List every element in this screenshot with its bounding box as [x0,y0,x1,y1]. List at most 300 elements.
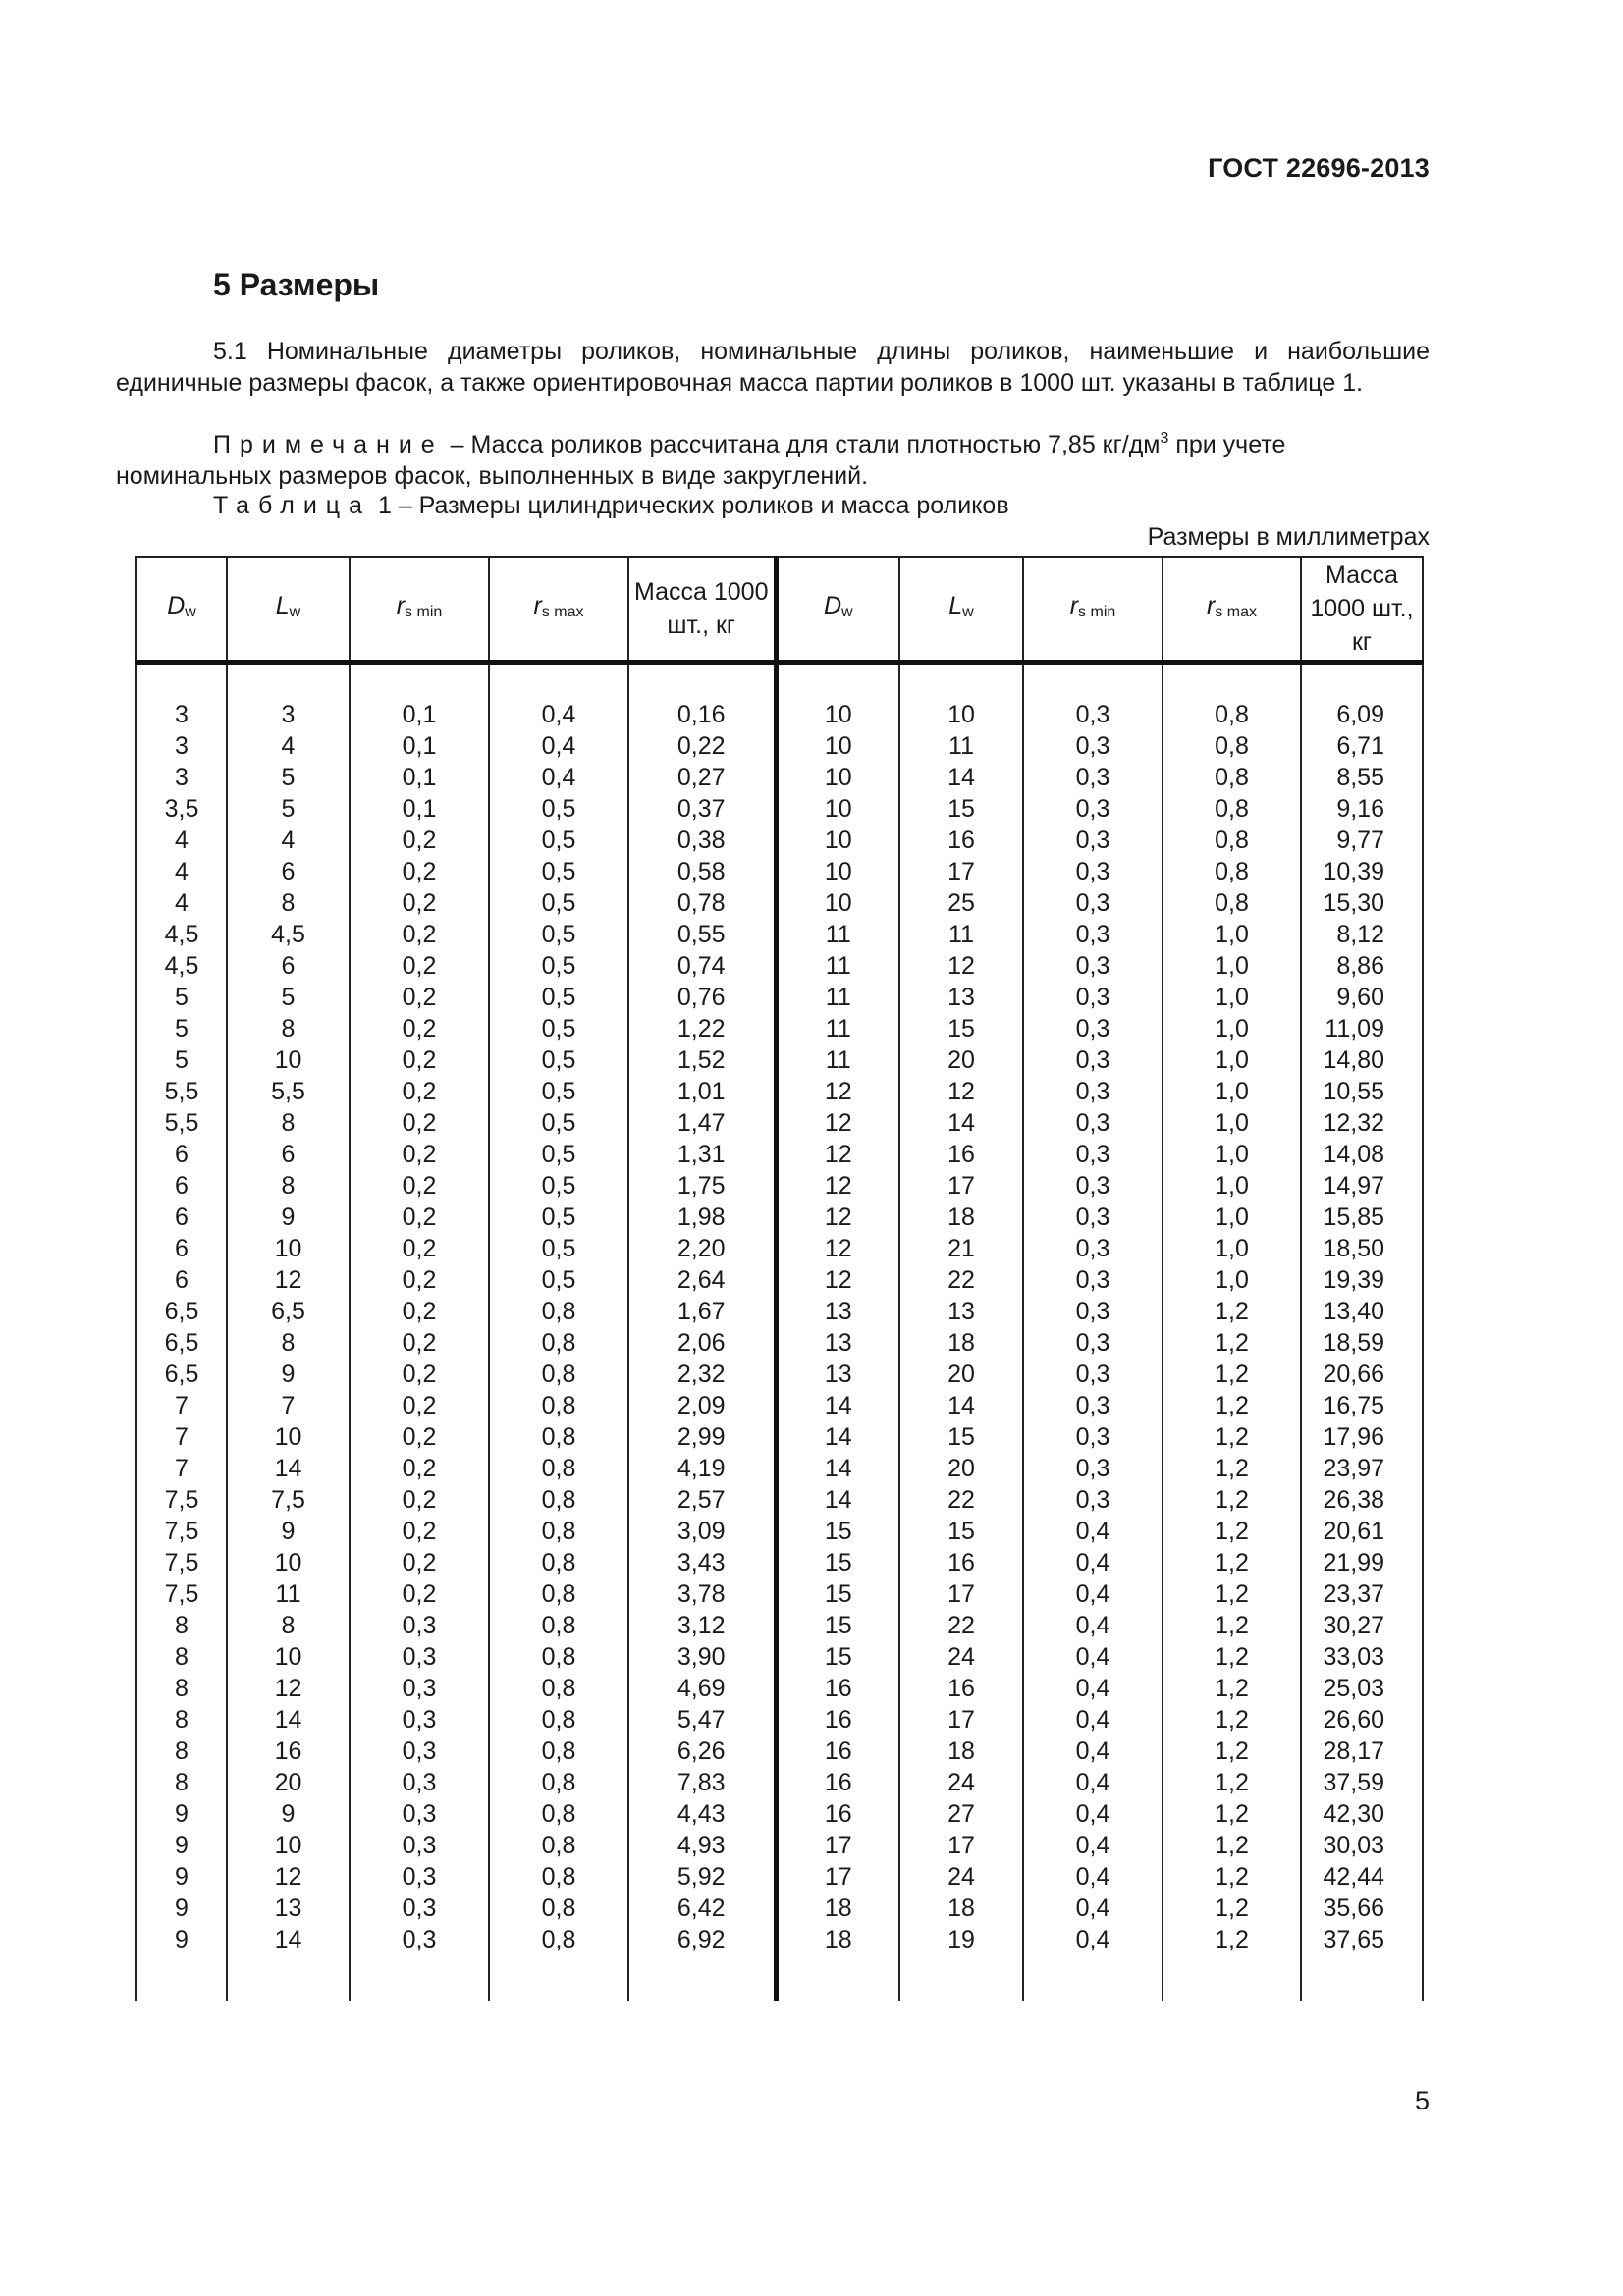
table-row [136,1516,1423,1547]
table-cell: 15,30 [1301,887,1423,919]
table-cell: 0,8 [489,1516,628,1547]
table-cell: 1,0 [1163,1139,1301,1170]
table-caption-label: Таблица [213,492,372,519]
table-cell: 1,0 [1163,982,1301,1013]
table-cell: 0,1 [350,793,489,825]
table-cell: 0,3 [350,1861,489,1893]
table-cell: 0,5 [489,1076,628,1107]
table-cell: 1,0 [1163,1076,1301,1107]
table-cell: 1,52 [628,1044,776,1076]
table-cell: 7 [136,1390,227,1421]
empty-cell [227,663,350,700]
table-cell: 0,2 [350,1516,489,1547]
table-cell: 17 [899,1170,1023,1201]
table-cell: 10 [776,793,899,825]
table-cell: 0,3 [1023,887,1163,919]
table-cell: 0,2 [350,1107,489,1139]
table-cell: 0,8 [489,1673,628,1704]
table-cell: 0,4 [1023,1798,1163,1830]
table-cell: 0,8 [489,1830,628,1861]
table-cell: 16 [776,1735,899,1767]
table-cell: 10 [776,887,899,919]
table-cell: 0,74 [628,950,776,982]
table-cell: 4 [136,825,227,856]
column-header [1023,557,1163,663]
table-cell: 10 [776,762,899,793]
table-row [136,1924,1423,1955]
table-cell: 14 [227,1924,350,1955]
note-text-after: при учете номинальных размеров фасок, выполненных в виде закруглений. [116,431,1286,490]
table-cell: 23,97 [1301,1453,1423,1484]
table-cell: 20 [899,1044,1023,1076]
table-cell: 0,4 [1023,1610,1163,1641]
table-cell: 0,8 [489,1296,628,1327]
table-cell: 9,60 [1301,982,1423,1013]
table-body [136,663,1423,2002]
table-cell: 3 [136,762,227,793]
table-cell: 0,2 [350,1578,489,1610]
table-cell: 0,2 [350,1390,489,1421]
table-cell: 11 [776,919,899,950]
column-header [489,557,628,663]
table-cell: 0,5 [489,919,628,950]
table-cell: 6 [136,1170,227,1201]
table-cell: 1,75 [628,1170,776,1201]
table-cell: 0,4 [1023,1516,1163,1547]
table-cell: 13 [776,1296,899,1327]
table-cell: 1,67 [628,1296,776,1327]
table-cell: 0,4 [1023,1893,1163,1924]
table-cell: 0,3 [1023,1013,1163,1044]
table-cell: 11 [776,982,899,1013]
header-subscript: w [962,603,974,620]
table-cell: 4 [227,730,350,762]
table-cell: 8 [136,1610,227,1641]
table-cell: 0,2 [350,1139,489,1170]
empty-cell [628,1955,776,2001]
table-cell: 4 [227,825,350,856]
table-cell: 0,3 [350,1735,489,1767]
table-cell: 27 [899,1798,1023,1830]
empty-cell [1163,1955,1301,2001]
table-cell: 14 [899,1390,1023,1421]
table-cell: 24 [899,1861,1023,1893]
table-row [136,1327,1423,1359]
table-cell: 6,26 [628,1735,776,1767]
table-row [136,1641,1423,1673]
table-cell: 2,99 [628,1421,776,1453]
table-cell: 1,2 [1163,1390,1301,1421]
empty-cell [227,1955,350,2001]
table-cell: 15 [899,1013,1023,1044]
table-row [136,1107,1423,1139]
table-cell: 0,2 [350,1233,489,1264]
table-cell: 1,0 [1163,1013,1301,1044]
table-row [136,856,1423,887]
table-cell: 0,2 [350,1170,489,1201]
note-superscript: 3 [1160,430,1169,447]
table-cell: 1,0 [1163,950,1301,982]
empty-cell [489,663,628,700]
table-cell: 0,2 [350,825,489,856]
table-cell: 4,69 [628,1673,776,1704]
table-spacer-row [136,663,1423,700]
table-cell: 24 [899,1641,1023,1673]
table-row [136,1453,1423,1484]
table-cell: 0,3 [1023,856,1163,887]
table-row [136,1139,1423,1170]
table-cell: 0,3 [1023,1076,1163,1107]
table-cell: 16 [899,1139,1023,1170]
table-row [136,1578,1423,1610]
table-cell: 0,3 [350,1798,489,1830]
table-cell: 12 [776,1076,899,1107]
table-cell: 0,22 [628,730,776,762]
table-cell: 0,3 [1023,950,1163,982]
table-cell: 3,43 [628,1547,776,1578]
table-cell: 18 [776,1893,899,1924]
table-cell: 1,47 [628,1107,776,1139]
table-cell: 14 [776,1390,899,1421]
table-cell: 8,55 [1301,762,1423,793]
table-cell: 19,39 [1301,1264,1423,1296]
table-cell: 14 [776,1421,899,1453]
table-cell: 10 [899,699,1023,730]
table-cell: 0,3 [1023,1170,1163,1201]
table-cell: 5,5 [136,1076,227,1107]
table-cell: 13,40 [1301,1296,1423,1327]
table-cell: 1,2 [1163,1830,1301,1861]
table-cell: 16 [776,1704,899,1735]
table-cell: 0,8 [489,1893,628,1924]
table-cell: 4,5 [136,919,227,950]
table-cell: 12 [776,1139,899,1170]
table-cell: 10 [776,825,899,856]
table-cell: 3 [136,730,227,762]
header-symbol: r [1207,591,1216,619]
table-cell: 1,2 [1163,1516,1301,1547]
header-symbol: r [396,591,406,619]
table-cell: 0,2 [350,1044,489,1076]
table-cell: 0,8 [1163,730,1301,762]
empty-cell [136,1955,227,2001]
page-number: 5 [1414,2086,1430,2115]
table-cell: 15 [899,793,1023,825]
table-cell: 3,5 [136,793,227,825]
table-cell: 0,3 [350,1830,489,1861]
header-subscript: w [185,603,196,620]
table-cell: 16 [899,1547,1023,1578]
table-cell: 22 [899,1264,1023,1296]
table-cell: 1,2 [1163,1704,1301,1735]
table-cell: 17,96 [1301,1421,1423,1453]
empty-cell [1301,663,1423,700]
table-cell: 11 [776,1013,899,1044]
table-cell: 0,8 [489,1704,628,1735]
table-cell: 2,20 [628,1233,776,1264]
table-cell: 0,78 [628,887,776,919]
table-cell: 15,85 [1301,1201,1423,1233]
table-cell: 7,5 [227,1484,350,1516]
table-cell: 5 [136,1013,227,1044]
table-cell: 1,2 [1163,1484,1301,1516]
table-cell: 3,12 [628,1610,776,1641]
table-header-row [136,557,1423,663]
table-cell: 1,0 [1163,1233,1301,1264]
header-symbol: D [167,591,186,619]
table-cell: 1,0 [1163,1107,1301,1139]
table-cell: 17 [899,1830,1023,1861]
table-cell: 18,59 [1301,1327,1423,1359]
table-cell: 0,5 [489,1233,628,1264]
table-cell: 25 [899,887,1023,919]
table-cell: 0,8 [1163,762,1301,793]
table-cell: 20,61 [1301,1516,1423,1547]
empty-cell [899,1955,1023,2001]
table-cell: 28,17 [1301,1735,1423,1767]
table-cell: 16 [899,1673,1023,1704]
table-cell: 1,2 [1163,1767,1301,1798]
header-subscript: s max [1215,603,1257,620]
table-cell: 24 [899,1767,1023,1798]
table-cell: 5,5 [227,1076,350,1107]
table-cell: 8 [136,1704,227,1735]
table-cell: 1,0 [1163,1170,1301,1201]
table-cell: 9 [136,1861,227,1893]
table-cell: 6 [227,856,350,887]
table-cell: 22 [899,1610,1023,1641]
table-cell: 0,2 [350,1296,489,1327]
table-cell: 19 [899,1924,1023,1955]
table-cell: 8 [227,887,350,919]
table-cell: 0,8 [489,1547,628,1578]
header-subscript: s min [405,603,443,620]
table-cell: 0,3 [350,1924,489,1955]
table-cell: 6,42 [628,1893,776,1924]
note-text-before: – Масса роликов рассчитана для стали плотностью 7,85 кг/дм [443,431,1161,458]
table-cell: 0,4 [489,762,628,793]
table-cell: 9 [227,1798,350,1830]
table-cell: 0,2 [350,982,489,1013]
header-symbol: r [1069,591,1079,619]
table-cell: 30,27 [1301,1610,1423,1641]
table-cell: 0,3 [1023,825,1163,856]
table-cell: 0,5 [489,950,628,982]
table-cell: 6 [136,1201,227,1233]
table-cell: 0,8 [1163,825,1301,856]
table-cell: 0,8 [489,1641,628,1673]
table-row [136,1201,1423,1233]
table-cell: 0,5 [489,825,628,856]
header-subscript: s max [541,603,584,620]
table-cell: 15 [899,1516,1023,1547]
table-cell: 0,3 [1023,699,1163,730]
table-row [136,1170,1423,1201]
table-cell: 0,3 [1023,1107,1163,1139]
table-cell: 4,5 [227,919,350,950]
table-cell: 13 [899,982,1023,1013]
table-cell: 1,01 [628,1076,776,1107]
table-row [136,699,1423,730]
empty-cell [899,663,1023,700]
table-cell: 12 [776,1170,899,1201]
table-cell: 0,2 [350,950,489,982]
table-cell: 3,78 [628,1578,776,1610]
table-cell: 1,2 [1163,1296,1301,1327]
table-row [136,825,1423,856]
table-cell: 7,5 [136,1484,227,1516]
table-row [136,1861,1423,1893]
table-row [136,887,1423,919]
table-cell: 8 [227,1327,350,1359]
table-cell: 1,31 [628,1139,776,1170]
table-cell: 1,0 [1163,1264,1301,1296]
table-cell: 0,4 [1023,1673,1163,1704]
table-cell: 0,2 [350,887,489,919]
table-cell: 20 [227,1767,350,1798]
table-cell: 17 [899,1578,1023,1610]
table-cell: 0,3 [350,1641,489,1673]
table-cell: 11 [776,1044,899,1076]
table-cell: 0,5 [489,1264,628,1296]
table-cell: 2,32 [628,1359,776,1390]
table-row [136,950,1423,982]
table-cell: 0,2 [350,1076,489,1107]
table-cell: 30,03 [1301,1830,1423,1861]
table-cell: 18 [899,1327,1023,1359]
table-cell: 0,2 [350,1359,489,1390]
table-cell: 15 [776,1641,899,1673]
table-cell: 9 [227,1359,350,1390]
table-cell: 6,5 [136,1296,227,1327]
table-cell: 0,27 [628,762,776,793]
table-cell: 14,08 [1301,1139,1423,1170]
table-cell: 15 [776,1516,899,1547]
table-cell: 16 [776,1767,899,1798]
table-cell: 10 [227,1641,350,1673]
table-cell: 0,1 [350,699,489,730]
table-cell: 9 [227,1516,350,1547]
table-cell: 1,98 [628,1201,776,1233]
empty-cell [350,663,489,700]
note-paragraph [116,429,1430,492]
table-cell: 0,3 [1023,1484,1163,1516]
table-cell: 2,57 [628,1484,776,1516]
table-cell: 7,5 [136,1547,227,1578]
column-header [899,557,1023,663]
table-cell: 21 [899,1233,1023,1264]
table-cell: 0,8 [489,1735,628,1767]
table-cell: 5,47 [628,1704,776,1735]
column-header: Масса 1000 шт., кг [1301,557,1423,663]
table-cell: 0,8 [1163,793,1301,825]
table-row [136,1610,1423,1641]
table-cell: 0,5 [489,793,628,825]
table-cell: 0,2 [350,1421,489,1453]
table-cell: 0,76 [628,982,776,1013]
table-cell: 0,5 [489,1170,628,1201]
table-cell: 0,2 [350,1264,489,1296]
table-cell: 17 [776,1861,899,1893]
empty-cell [350,1955,489,2001]
table-cell: 0,3 [1023,762,1163,793]
table-cell: 10 [776,699,899,730]
table-cell: 1,2 [1163,1893,1301,1924]
table-cell: 0,8 [1163,887,1301,919]
header-symbol: D [823,591,841,619]
table-row [136,1296,1423,1327]
table-cell: 17 [899,856,1023,887]
table-cell: 3,09 [628,1516,776,1547]
table-row [136,1390,1423,1421]
table-cell: 6,5 [227,1296,350,1327]
table-cell: 4 [136,887,227,919]
table-cell: 3,90 [628,1641,776,1673]
table-cell: 9,77 [1301,825,1423,856]
table-cell: 1,2 [1163,1359,1301,1390]
table-cell: 0,3 [1023,1390,1163,1421]
table-cell: 10 [227,1421,350,1453]
column-header [1163,557,1301,663]
table-cell: 12 [776,1201,899,1233]
table-cell: 7 [227,1390,350,1421]
table-cell: 12 [227,1861,350,1893]
table-cell: 14 [776,1453,899,1484]
table-cell: 0,8 [1163,856,1301,887]
table-cell: 8 [136,1673,227,1704]
header-symbol: L [275,591,290,619]
table-cell: 0,3 [350,1704,489,1735]
table-cell: 6 [227,1139,350,1170]
table-cell: 9,16 [1301,793,1423,825]
table-cell: 0,4 [1023,1830,1163,1861]
table-cell: 15 [776,1578,899,1610]
table-cell: 4 [136,856,227,887]
table-cell: 0,5 [489,1107,628,1139]
table-cell: 1,2 [1163,1861,1301,1893]
table-cell: 0,8 [489,1484,628,1516]
table-cell: 0,5 [489,1201,628,1233]
table-cell: 5,92 [628,1861,776,1893]
table-cell: 35,66 [1301,1893,1423,1924]
table-cell: 20,66 [1301,1359,1423,1390]
table-row [136,1076,1423,1107]
table-row [136,1547,1423,1578]
table-cell: 14 [899,1107,1023,1139]
table-cell: 16 [776,1798,899,1830]
table-row [136,1893,1423,1924]
table-cell: 0,4 [489,730,628,762]
table-cell: 2,09 [628,1390,776,1421]
empty-cell [489,1955,628,2001]
table-cell: 0,38 [628,825,776,856]
table-cell: 11 [899,919,1023,950]
table-cell: 7,5 [136,1516,227,1547]
table-cell: 1,2 [1163,1547,1301,1578]
table-cell: 12 [899,1076,1023,1107]
table-cell: 12 [899,950,1023,982]
table-cell: 18 [899,1735,1023,1767]
table-cell: 0,8 [489,1390,628,1421]
table-cell: 0,5 [489,1044,628,1076]
table-cell: 6,5 [136,1327,227,1359]
table-cell: 10 [227,1830,350,1861]
table-cell: 0,2 [350,1201,489,1233]
table-cell: 16 [899,825,1023,856]
table-cell: 10 [227,1547,350,1578]
table-row [136,919,1423,950]
table-cell: 6 [227,950,350,982]
